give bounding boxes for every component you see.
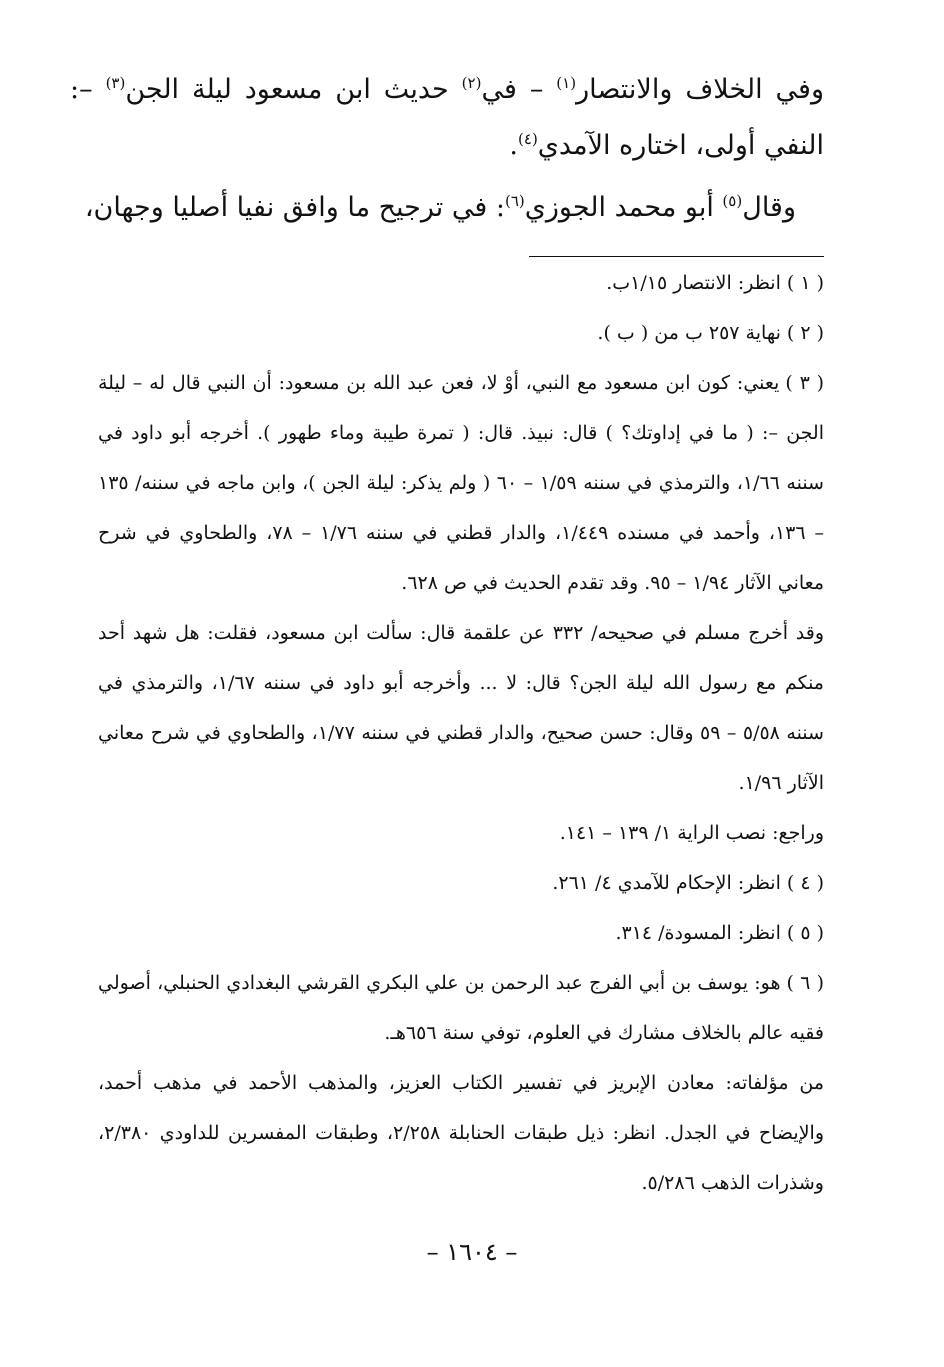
footnote-separator — [529, 256, 824, 257]
footnote-3 — [98, 358, 824, 608]
footnotes — [98, 258, 824, 1208]
footnote-number: ( ١ ) — [786, 272, 824, 294]
main-paragraph-1: وفي الخلاف والانتصار$^{(١)}$ – في$^{(٢)}$ حديث ابن مسعود ليلة الجن$^{(٣)}$ –: النفي أولى، اختاره الآمدي$^{(٤)}$. — [70, 74, 824, 161]
footnote-5 — [98, 908, 824, 958]
footnote-6-continuation — [98, 1058, 824, 1208]
footnote-number: ( ٦ ) — [786, 972, 824, 994]
footnote-text: انظر: الإحكام للآمدي ٤/ ٢٦١. — [552, 872, 781, 894]
footnote-number: ( ٣ ) — [785, 372, 824, 394]
footnote-3-continuation — [98, 608, 824, 808]
footnote-text: وراجع: نصب الراية ١/ ١٣٩ – ١٤١. — [559, 822, 824, 844]
footnote-text: هو: يوسف بن أبي الفرج عبد الرحمن بن علي البكري القرشي البغدادي الحنبلي، أصولي فقيه عالم بالخلاف مشارك في العلوم، توفي سنة ٦٥٦هـ. — [98, 972, 824, 1044]
footnote-number: ( ٢ ) — [786, 322, 824, 344]
footnote-3-reference — [98, 808, 824, 858]
footnote-2 — [98, 308, 824, 358]
footnote-1 — [98, 258, 824, 308]
footnote-text: انظر: الانتصار ١/١٥ب. — [606, 272, 781, 294]
footnote-text: نهاية ٢٥٧ ب من ( ب ). — [597, 322, 781, 344]
footnote-text: انظر: المسودة/ ٣١٤. — [615, 922, 781, 944]
footnote-4 — [98, 858, 824, 908]
footnote-number: ( ٤ ) — [786, 872, 824, 894]
footnote-6 — [98, 958, 824, 1058]
main-text — [70, 62, 824, 236]
footnote-text: وقد أخرج مسلم في صحيحه/ ٣٣٢ عن علقمة قال: سألت ابن مسعود، فقلت: هل شهد أحد منكم مع رسول الله ليلة الجن؟ قال: لا ... وأخرجه أبو داود في سننه ١/٦٧، والترمذي في سننه ٥/٥٨ – ٥٩ وقال: حسن صحيح، والدار قطني في سننه ١/٧٧، والطحاوي في شرح معاني الآثار ١/٩٦. — [98, 622, 825, 794]
footnote-text: من مؤلفاته: معادن الإبريز في تفسير الكتاب العزيز، والمذهب الأحمد في مذهب أحمد، والإيضاح في الجدل. انظر: ذيل طبقات الحنابلة ٢/٢٥٨، وطبقات المفسرين للداودي ٢/٣٨٠، وشذرات الذهب ٥/٢٨٦. — [98, 1072, 824, 1194]
main-paragraph-2: وقال$^{(٥)}$ أبو محمد الجوزي$^{(٦)}$: في ترجيح ما وافق نفيا أصليا وجهان، — [84, 192, 796, 223]
footnote-text: يعني: كون ابن مسعود مع النبي، أوْ لا، فعن عبد الله بن مسعود: أن النبي قال له – ليلة الجن –: ( ما في إداوتك؟ ) قال: نبيذ. قال: ( تمرة طيبة وماء طهور ). أخرجه أبو داود في سننه ١/٦٦، والترمذي في سننه ١/٥٩ – ٦٠ ( ولم يذكر: ليلة الجن )، وابن ماجه في سننه/ ١٣٥ – ١٣٦، وأحمد في مسنده ١/٤٤٩، والدار قطني في سننه ١/٧٦ – ٧٨، والطحاوي في شرح معاني الآثار ١/٩٤ – ٩٥. وقد تقدم الحديث في ص ٦٢٨. — [98, 372, 824, 594]
footnote-number: ( ٥ ) — [786, 922, 824, 944]
page-number: – ١٦٠٤ – — [426, 1238, 518, 1266]
